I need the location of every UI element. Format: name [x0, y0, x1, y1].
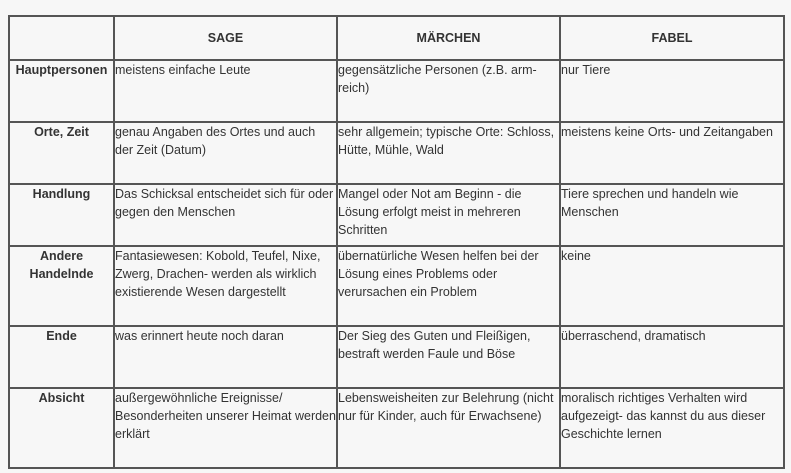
table-row	[9, 60, 784, 122]
cell-fabel: überraschend, dramatisch	[560, 326, 784, 388]
cell-sage: meistens einfache Leute	[114, 60, 337, 122]
cell-sage: was erinnert heute noch daran	[114, 326, 337, 388]
cell-sage: außergewöhnliche Ereignisse/ Besonderheiten unserer Heimat werden erklärt	[114, 388, 337, 468]
row-label: Hauptpersonen	[9, 60, 114, 122]
header-cell-sage: SAGE	[114, 16, 337, 60]
cell-fabel: nur Tiere	[560, 60, 784, 122]
row-label: Orte, Zeit	[9, 122, 114, 184]
row-label: Andere Handelnde	[9, 246, 114, 326]
header-cell-maerchen: MÄRCHEN	[337, 16, 560, 60]
cell-maerchen: Der Sieg des Guten und Fleißigen, bestraft werden Faule und Böse	[337, 326, 560, 388]
table-row	[9, 246, 784, 326]
cell-maerchen: gegensätzliche Personen (z.B. arm-reich)	[337, 60, 560, 122]
header-row	[9, 16, 784, 60]
cell-sage: Das Schicksal entscheidet sich für oder gegen den Menschen	[114, 184, 337, 246]
cell-sage: genau Angaben des Ortes und auch der Zeit (Datum)	[114, 122, 337, 184]
row-label: Absicht	[9, 388, 114, 468]
table-row	[9, 184, 784, 246]
cell-fabel: meistens keine Orts- und Zeitangaben	[560, 122, 784, 184]
table-row	[9, 388, 784, 468]
cell-maerchen: übernatürliche Wesen helfen bei der Lösung eines Problems oder verursachen ein Problem	[337, 246, 560, 326]
table-row	[9, 326, 784, 388]
header-cell-empty	[9, 16, 114, 60]
cell-maerchen: Lebensweisheiten zur Belehrung (nicht nur für Kinder, auch für Erwachsene)	[337, 388, 560, 468]
cell-fabel: moralisch richtiges Verhalten wird aufgezeigt- das kannst du aus dieser Geschichte lernen	[560, 388, 784, 468]
row-label: Ende	[9, 326, 114, 388]
cell-sage: Fantasiewesen: Kobold, Teufel, Nixe, Zwerg, Drachen- werden als wirklich existierende Wesen dargestellt	[114, 246, 337, 326]
cell-maerchen: sehr allgemein; typische Orte: Schloss, Hütte, Mühle, Wald	[337, 122, 560, 184]
cell-fabel: keine	[560, 246, 784, 326]
cell-fabel: Tiere sprechen und handeln wie Menschen	[560, 184, 784, 246]
comparison-table	[8, 15, 785, 469]
header-cell-fabel: FABEL	[560, 16, 784, 60]
comparison-table-container	[8, 15, 785, 469]
cell-maerchen: Mangel oder Not am Beginn - die Lösung erfolgt meist in mehreren Schritten	[337, 184, 560, 246]
row-label: Handlung	[9, 184, 114, 246]
table-row	[9, 122, 784, 184]
